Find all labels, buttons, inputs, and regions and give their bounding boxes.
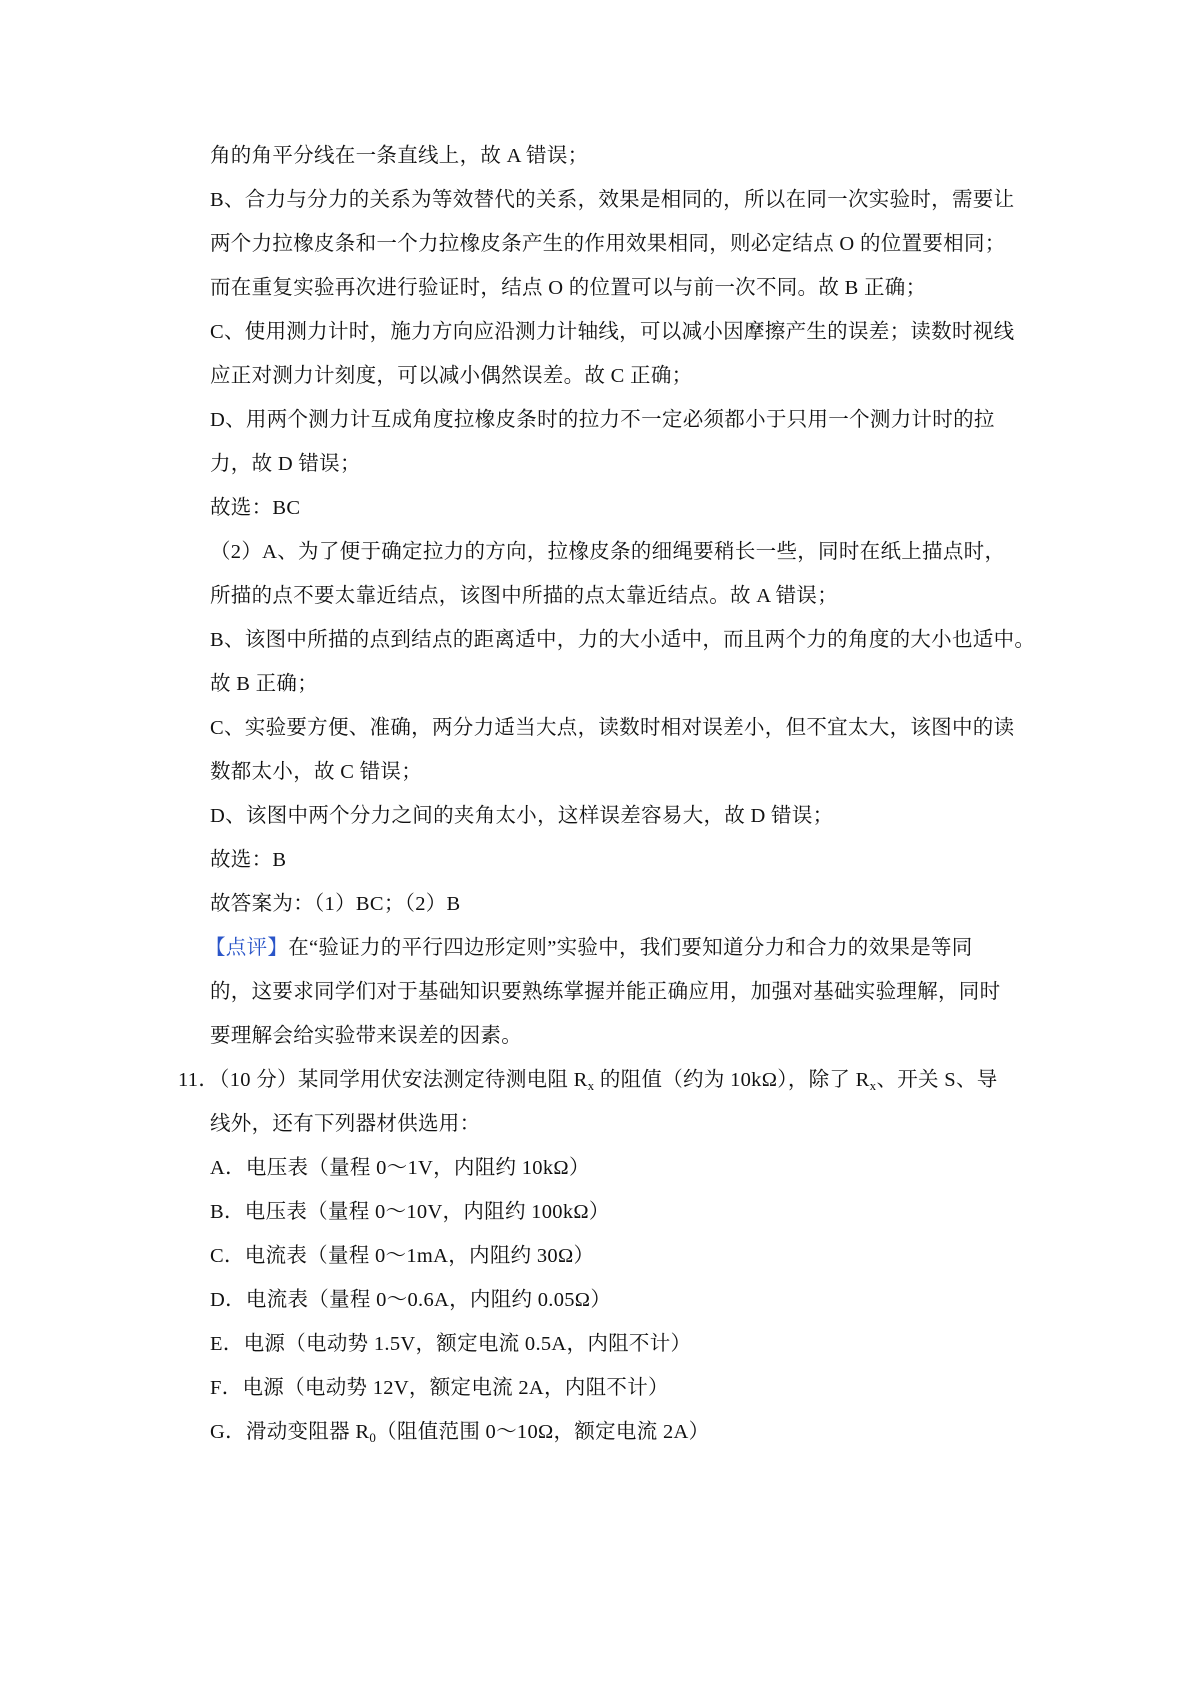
question-stem (178, 1062, 998, 1098)
question-text: 、开关 S、导 (876, 1069, 998, 1091)
solution-line: 所描的点不要太靠近结点，该图中所描的点太靠近结点。故 A 错误； (210, 585, 839, 607)
comment-text: 在“验证力的平行四边形定则”实验中，我们要知道分力和合力的效果是等同 (288, 937, 973, 959)
question-number: 11． (178, 1069, 220, 1091)
solution-line: D、用两个测力计互成角度拉橡皮条时的拉力不一定必须都小于只用一个测力计时的拉 (210, 409, 995, 431)
option-e: E．电源（电动势 1.5V，额定电流 0.5A，内阻不计） (210, 1333, 692, 1355)
option-g (210, 1414, 709, 1450)
option-text: （阻值范围 0～10Ω，额定电流 2A） (376, 1421, 710, 1443)
solution-line: 故答案为：（1）BC；（2）B (210, 893, 461, 915)
comment-line: 要理解会给实验带来误差的因素。 (210, 1025, 522, 1047)
comment-line (205, 930, 973, 966)
option-b: B．电压表（量程 0～10V，内阻约 100kΩ） (210, 1201, 610, 1223)
solution-line: 两个力拉橡皮条和一个力拉橡皮条产生的作用效果相同，则必定结点 O 的位置要相同； (210, 233, 1006, 255)
question-stem: 线外，还有下列器材供选用： (210, 1113, 481, 1135)
solution-line: 故选：B (210, 849, 287, 871)
solution-line: C、使用测力计时，施力方向应沿测力计轴线，可以减小因摩擦产生的误差；读数时视线 (210, 321, 1015, 343)
solution-line: （2）A、为了便于确定拉力的方向，拉橡皮条的细绳要稍长一些，同时在纸上描点时， (210, 541, 1006, 563)
solution-line: B、合力与分力的关系为等效替代的关系，效果是相同的，所以在同一次实验时，需要让 (210, 189, 1015, 211)
solution-line: D、该图中两个分力之间的夹角太小，这样误差容易大，故 D 错误； (210, 805, 834, 827)
solution-line: 而在重复实验再次进行验证时，结点 O 的位置可以与前一次不同。故 B 正确； (210, 277, 927, 299)
solution-line: 力，故 D 错误； (210, 453, 361, 475)
solution-line: C、实验要方便、准确，两分力适当大点，读数时相对误差小，但不宜太大，该图中的读 (210, 717, 1015, 739)
question-text: （10 分）某同学用伏安法测定待测电阻 R (219, 1069, 588, 1091)
subscript: x (587, 1078, 595, 1093)
solution-line: B、该图中所描的点到结点的距离适中，力的大小适中，而且两个力的角度的大小也适中。 (210, 629, 1036, 651)
solution-line: 角的角平分线在一条直线上，故 A 错误； (210, 145, 589, 167)
question-text: 的阻值（约为 10kΩ），除了 R (594, 1069, 870, 1091)
option-text: G．滑动变阻器 R (210, 1421, 370, 1443)
solution-line: 数都太小，故 C 错误； (210, 761, 423, 783)
option-d: D．电流表（量程 0～0.6A，内阻约 0.05Ω） (210, 1289, 612, 1311)
comment-tag: 【点评】 (205, 937, 289, 959)
solution-line: 故选：BC (210, 497, 301, 519)
subscript: 0 (369, 1430, 377, 1445)
subscript: x (869, 1078, 877, 1093)
comment-line: 的，这要求同学们对于基础知识要熟练掌握并能正确应用，加强对基础实验理解，同时 (210, 981, 1001, 1003)
option-a: A．电压表（量程 0～1V，内阻约 10kΩ） (210, 1157, 590, 1179)
solution-line: 应正对测力计刻度，可以减小偶然误差。故 C 正确； (210, 365, 693, 387)
solution-line: 故 B 正确； (210, 673, 319, 695)
option-f: F．电源（电动势 12V，额定电流 2A，内阻不计） (210, 1377, 669, 1399)
option-c: C．电流表（量程 0～1mA，内阻约 30Ω） (210, 1245, 595, 1267)
